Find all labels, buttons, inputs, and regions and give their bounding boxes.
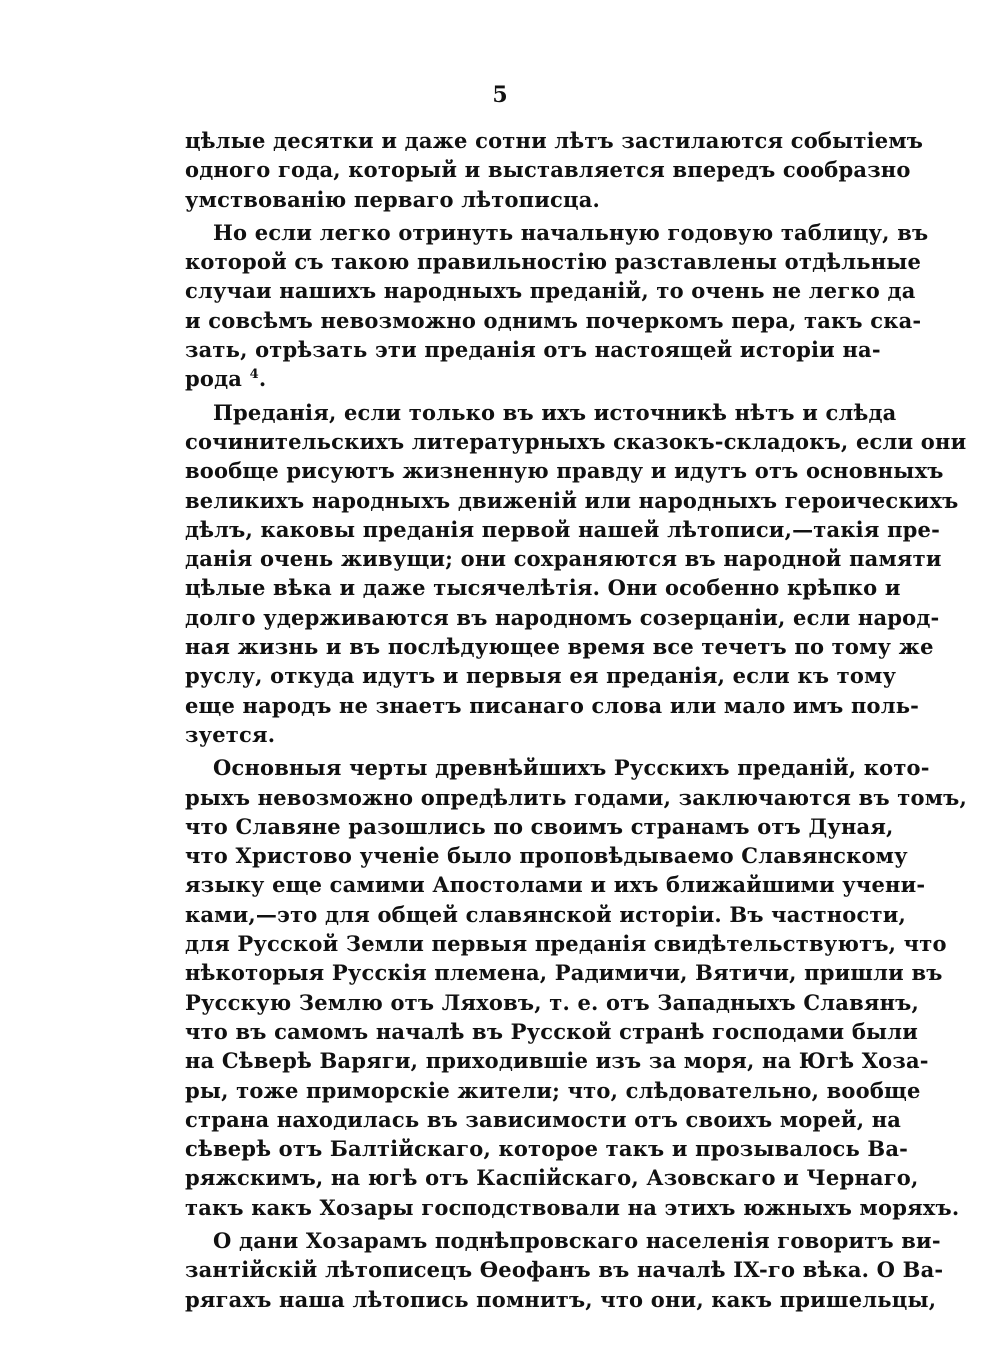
- text-line: Преданія, если только въ ихъ источникѣ нѣтъ и слѣда: [213, 399, 897, 425]
- text-line: дѣлъ, каковы преданія первой нашей лѣтописи,—такія пре-: [185, 516, 941, 542]
- text-line: которой съ такою правильностію разставлены отдѣльные: [185, 249, 922, 275]
- text-line: ряжскимъ, на югѣ отъ Каспійскаго, Азовскаго и Чернаго,: [185, 1165, 919, 1191]
- paragraph-3: [185, 398, 967, 750]
- paragraph-1: [185, 126, 924, 214]
- text-line: великихъ народныхъ движеній или народныхъ героическихъ: [185, 487, 959, 513]
- text-line: что въ самомъ началѣ въ Русской странѣ господами были: [185, 1018, 919, 1044]
- text-line: еще народъ не знаетъ писанаго слова или мало имъ поль-: [185, 692, 920, 718]
- text-line: одного года, который и выставляется впередъ сообразно: [185, 157, 911, 183]
- text-line: для Русской Земли первыя преданія свидѣтельствуютъ, что: [185, 931, 947, 957]
- text-line: на Сѣверѣ Варяги, приходившіе изъ за моря, на Югѣ Хоза-: [185, 1048, 929, 1074]
- text-line: рыхъ невозможно опредѣлить годами, заключаются въ томъ,: [185, 784, 967, 810]
- text-line: рода $^4$.: [185, 366, 267, 392]
- text-line: языку еще самими Апостолами и ихъ ближайшими учени-: [185, 872, 926, 898]
- text-line: цѣлые вѣка и даже тысячелѣтія. Они особенно крѣпко и: [185, 575, 901, 601]
- paragraph-2: [185, 218, 929, 394]
- text-line: страна находилась въ зависимости отъ своихъ морей, на: [185, 1106, 902, 1132]
- text-line: руслу, откуда идутъ и первыя ея преданія, если къ тому: [185, 663, 897, 689]
- text-line: ры, тоже приморскіе жители; что, слѣдовательно, вообще: [185, 1077, 921, 1103]
- text-line: зуется.: [185, 721, 276, 747]
- paragraph-5: [185, 1226, 944, 1314]
- text-line: зантійскій лѣтописецъ Ѳеофанъ въ началѣ IX-го вѣка. О Ва-: [185, 1257, 944, 1283]
- text-line: сочинительскихъ литературныхъ сказокъ-складокъ, если они: [185, 428, 967, 454]
- page-number: 5: [492, 82, 508, 108]
- text-fragment: рода: [185, 366, 243, 392]
- text-line: Но если легко отринуть начальную годовую таблицу, въ: [213, 219, 929, 245]
- body-text: [185, 126, 967, 1314]
- text-line: О дани Хозарамъ поднѣпровскаго населенія говоритъ ви-: [213, 1227, 941, 1253]
- text-line: долго удерживаются въ народномъ созерцаніи, если народ-: [185, 604, 940, 630]
- text-line: вообще рисуютъ жизненную правду и идутъ отъ основныхъ: [185, 458, 944, 484]
- text-line: зать, отрѣзать эти преданія отъ настоящей исторіи на-: [185, 337, 881, 363]
- text-line: что Христово ученіе было проповѣдываемо Славянскому: [185, 843, 908, 869]
- text-line: Основныя черты древнѣйшихъ Русскихъ преданій, кото-: [213, 755, 930, 781]
- text-line: ками,—это для общей славянской исторіи. Въ частности,: [185, 901, 907, 927]
- text-line: Русскую Землю отъ Ляховъ, т. е. отъ Западныхъ Славянъ,: [185, 989, 919, 1015]
- text-line: и совсѣмъ невозможно однимъ почеркомъ пера, такъ ска-: [185, 307, 922, 333]
- text-line: что Славяне разошлись по своимъ странамъ отъ Дуная,: [185, 813, 894, 839]
- text-line: случаи нашихъ народныхъ преданій, то очень не легко да: [185, 278, 916, 304]
- text-line: такъ какъ Хозары господствовали на этихъ южныхъ моряхъ.: [185, 1194, 960, 1220]
- paragraph-4: [185, 753, 967, 1222]
- text-line: рягахъ наша лѣтопись помнитъ, что они, какъ пришельцы,: [185, 1286, 937, 1312]
- text-line: сѣверѣ отъ Балтійскаго, которое такъ и прозывалось Ва-: [185, 1136, 909, 1162]
- text-line: цѣлые десятки и даже сотни лѣтъ застилаются событіемъ: [185, 128, 924, 153]
- text-line: умствованію перваго лѣтописца.: [185, 186, 601, 212]
- text-line: ная жизнь и въ послѣдующее время все течетъ по тому же: [185, 634, 934, 660]
- footnote-mark: 4: [249, 367, 259, 383]
- text-line: нѣкоторыя Русскія племена, Радимичи, Вятичи, пришли въ: [185, 960, 943, 986]
- text-line: данія очень живущи; они сохраняются въ народной памяти: [185, 546, 942, 572]
